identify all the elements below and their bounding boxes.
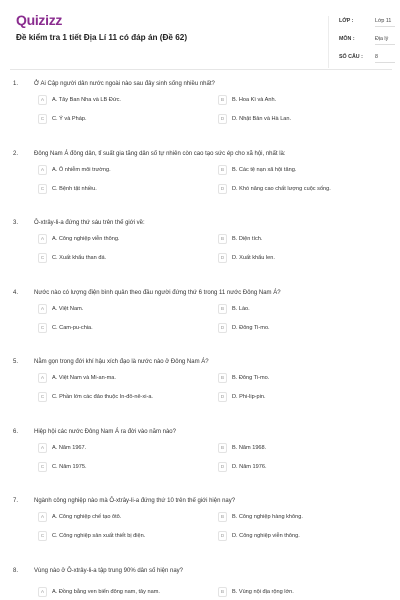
option-text: C. Xuất khẩu than đá. — [52, 255, 107, 261]
option-c[interactable] — [38, 462, 208, 474]
divider — [375, 26, 395, 27]
option-c[interactable] — [38, 392, 208, 404]
divider — [375, 44, 395, 45]
option-text: A. Việt Nam và Mi-an-ma. — [52, 375, 116, 381]
option-d[interactable] — [218, 462, 388, 474]
question-4 — [0, 290, 400, 360]
option-letter-badge: C — [38, 253, 47, 263]
option-a[interactable] — [38, 512, 208, 524]
option-a[interactable] — [38, 304, 208, 316]
option-letter-badge: D — [218, 114, 227, 124]
option-letter-badge: A — [38, 443, 47, 453]
option-letter-badge: C — [38, 392, 47, 402]
option-letter-badge: D — [218, 253, 227, 263]
option-letter-badge: A — [38, 512, 47, 522]
option-text: B. Diện tích. — [232, 236, 263, 242]
option-letter-badge: B — [218, 512, 227, 522]
option-d[interactable] — [218, 253, 388, 265]
question-2 — [0, 151, 400, 221]
option-text: D. Phi-lip-pin. — [232, 394, 266, 400]
option-letter-badge: D — [218, 323, 227, 333]
option-letter-badge: B — [218, 304, 227, 314]
option-b[interactable] — [218, 234, 388, 246]
option-a[interactable] — [38, 234, 208, 246]
question-number: 1. — [13, 81, 19, 87]
option-text: D. Năm 1976. — [232, 464, 267, 470]
worksheet-meta — [328, 16, 390, 68]
question-text: Ở Ai Cập người dân nước ngoài nào sau đây sinh sống nhiều nhất? — [34, 81, 215, 87]
option-letter-badge: A — [38, 373, 47, 383]
question-number: 7. — [13, 498, 19, 504]
option-text: A. Việt Nam. — [52, 306, 84, 312]
option-text: D. Đông Ti-mo. — [232, 325, 270, 331]
question-3 — [0, 220, 400, 290]
option-text: C. Bệnh tật nhiều. — [52, 186, 97, 192]
option-c[interactable] — [38, 184, 208, 196]
option-b[interactable] — [218, 587, 388, 599]
option-text: B. Hoa Kì và Anh. — [232, 97, 277, 103]
question-text: Ngành công nghiệp nào mà Ô-xtrây-li-a đứng thứ 10 trên thế giới hiện nay? — [34, 498, 236, 504]
option-c[interactable] — [38, 531, 208, 543]
option-text: B. Đông Ti-mo. — [232, 375, 270, 381]
option-letter-badge: B — [218, 234, 227, 244]
option-text: B. Các tệ nạn xã hội tăng. — [232, 167, 297, 173]
option-letter-badge: B — [218, 95, 227, 105]
option-letter-badge: B — [218, 587, 227, 597]
option-letter-badge: A — [38, 234, 47, 244]
option-letter-badge: C — [38, 323, 47, 333]
meta-class-label: LỚP : — [339, 18, 354, 24]
option-letter-badge: C — [38, 531, 47, 541]
option-text: D. Khó nâng cao chất lượng cuộc sống. — [232, 186, 331, 192]
option-letter-badge: A — [38, 95, 47, 105]
option-letter-badge: C — [38, 462, 47, 472]
option-text: D. Nhật Bản và Hà Lan. — [232, 116, 292, 122]
option-letter-badge: A — [38, 587, 47, 597]
option-letter-badge: C — [38, 184, 47, 194]
page-title: Đề kiểm tra 1 tiết Địa Lí 11 có đáp án (Đề 62) — [16, 33, 188, 42]
question-text: Hiệp hội các nước Đông Nam Á ra đời vào năm nào? — [34, 429, 176, 435]
meta-subject-value: Địa lý — [375, 36, 389, 42]
option-letter-badge: B — [218, 443, 227, 453]
question-number: 8. — [13, 568, 19, 574]
divider — [375, 62, 395, 63]
option-text: A. Đồng bằng ven biển đông nam, tây nam. — [52, 589, 160, 595]
question-number: 5. — [13, 359, 19, 365]
option-d[interactable] — [218, 184, 388, 196]
meta-subject-label: MÔN : — [339, 36, 355, 42]
quizizz-logo: Quizizz — [16, 12, 63, 28]
meta-count-value: 8 — [375, 54, 378, 60]
question-text: Ô-xtrây-li-a đứng thứ sáu trên thế giới về: — [34, 220, 145, 226]
option-letter-badge: D — [218, 462, 227, 472]
question-8 — [0, 568, 400, 600]
option-a[interactable] — [38, 95, 208, 107]
option-a[interactable] — [38, 373, 208, 385]
option-text: A. Công nghiệp chế tạo ôtô. — [52, 514, 122, 520]
option-b[interactable] — [218, 304, 388, 316]
question-5 — [0, 359, 400, 429]
option-a[interactable] — [38, 443, 208, 455]
option-c[interactable] — [38, 114, 208, 126]
option-a[interactable] — [38, 587, 208, 599]
option-text: C. Ý và Pháp. — [52, 116, 87, 122]
option-text: D. Xuất khẩu len. — [232, 255, 275, 261]
option-text: B. Năm 1968. — [232, 445, 267, 451]
worksheet-header — [10, 8, 392, 70]
option-letter-badge: B — [218, 165, 227, 175]
question-text: Nước nào có lượng điện bình quân theo đầu người đứng thứ 6 trong 11 nước Đông Nam Á? — [34, 290, 281, 296]
option-d[interactable] — [218, 392, 388, 404]
option-text: A. Tây Ban Nha và LB Đức. — [52, 97, 121, 103]
option-letter-badge: C — [38, 114, 47, 124]
option-text: D. Công nghiệp viễn thông. — [232, 533, 300, 539]
option-letter-badge: A — [38, 165, 47, 175]
option-text: B. Công nghiệp hàng không. — [232, 514, 303, 520]
option-b[interactable] — [218, 165, 388, 177]
option-d[interactable] — [218, 323, 388, 335]
option-c[interactable] — [38, 323, 208, 335]
option-b[interactable] — [218, 373, 388, 385]
option-text: A. Năm 1967. — [52, 445, 87, 451]
option-text: C. Công nghiệp sản xuất thiết bị điện. — [52, 533, 146, 539]
question-1 — [0, 81, 400, 151]
option-letter-badge: A — [38, 304, 47, 314]
question-number: 2. — [13, 151, 19, 157]
option-b[interactable] — [218, 95, 388, 107]
option-text: A. Ô nhiễm môi trường. — [52, 167, 111, 173]
meta-count-label: SỐ CÂU : — [339, 54, 363, 60]
question-number: 6. — [13, 429, 19, 435]
option-text: C. Năm 1975. — [52, 464, 87, 470]
option-letter-badge: D — [218, 392, 227, 402]
option-text: C. Phần lớn các đảo thuộc In-đô-nê-xi-a. — [52, 394, 153, 400]
option-d[interactable] — [218, 531, 388, 543]
question-text: Vùng nào ở Ô-xtrây-li-a tập trung 90% dân số hiện nay? — [34, 568, 184, 574]
option-b[interactable] — [218, 443, 388, 455]
option-b[interactable] — [218, 512, 388, 524]
option-a[interactable] — [38, 165, 208, 177]
option-text: B. Vùng nội địa rộng lớn. — [232, 589, 294, 595]
option-c[interactable] — [38, 253, 208, 265]
question-number: 3. — [13, 220, 19, 226]
option-text: C. Cam-pu-chia. — [52, 325, 93, 331]
option-letter-badge: D — [218, 531, 227, 541]
question-6 — [0, 429, 400, 499]
question-7 — [0, 498, 400, 568]
meta-class-value: Lớp 11 — [375, 18, 392, 24]
option-letter-badge: B — [218, 373, 227, 383]
option-d[interactable] — [218, 114, 388, 126]
question-text: Nằm gọn trong đới khí hậu xích đạo là nước nào ở Đông Nam Á? — [34, 359, 209, 365]
option-text: A. Công nghiệp viễn thông. — [52, 236, 120, 242]
question-text: Đông Nam Á đông dân, tỉ suất gia tăng dân số tự nhiên còn cao tạo sức ép cho xã hội, nhất là: — [34, 151, 286, 157]
question-number: 4. — [13, 290, 19, 296]
option-letter-badge: D — [218, 184, 227, 194]
option-text: B. Lào. — [232, 306, 250, 312]
